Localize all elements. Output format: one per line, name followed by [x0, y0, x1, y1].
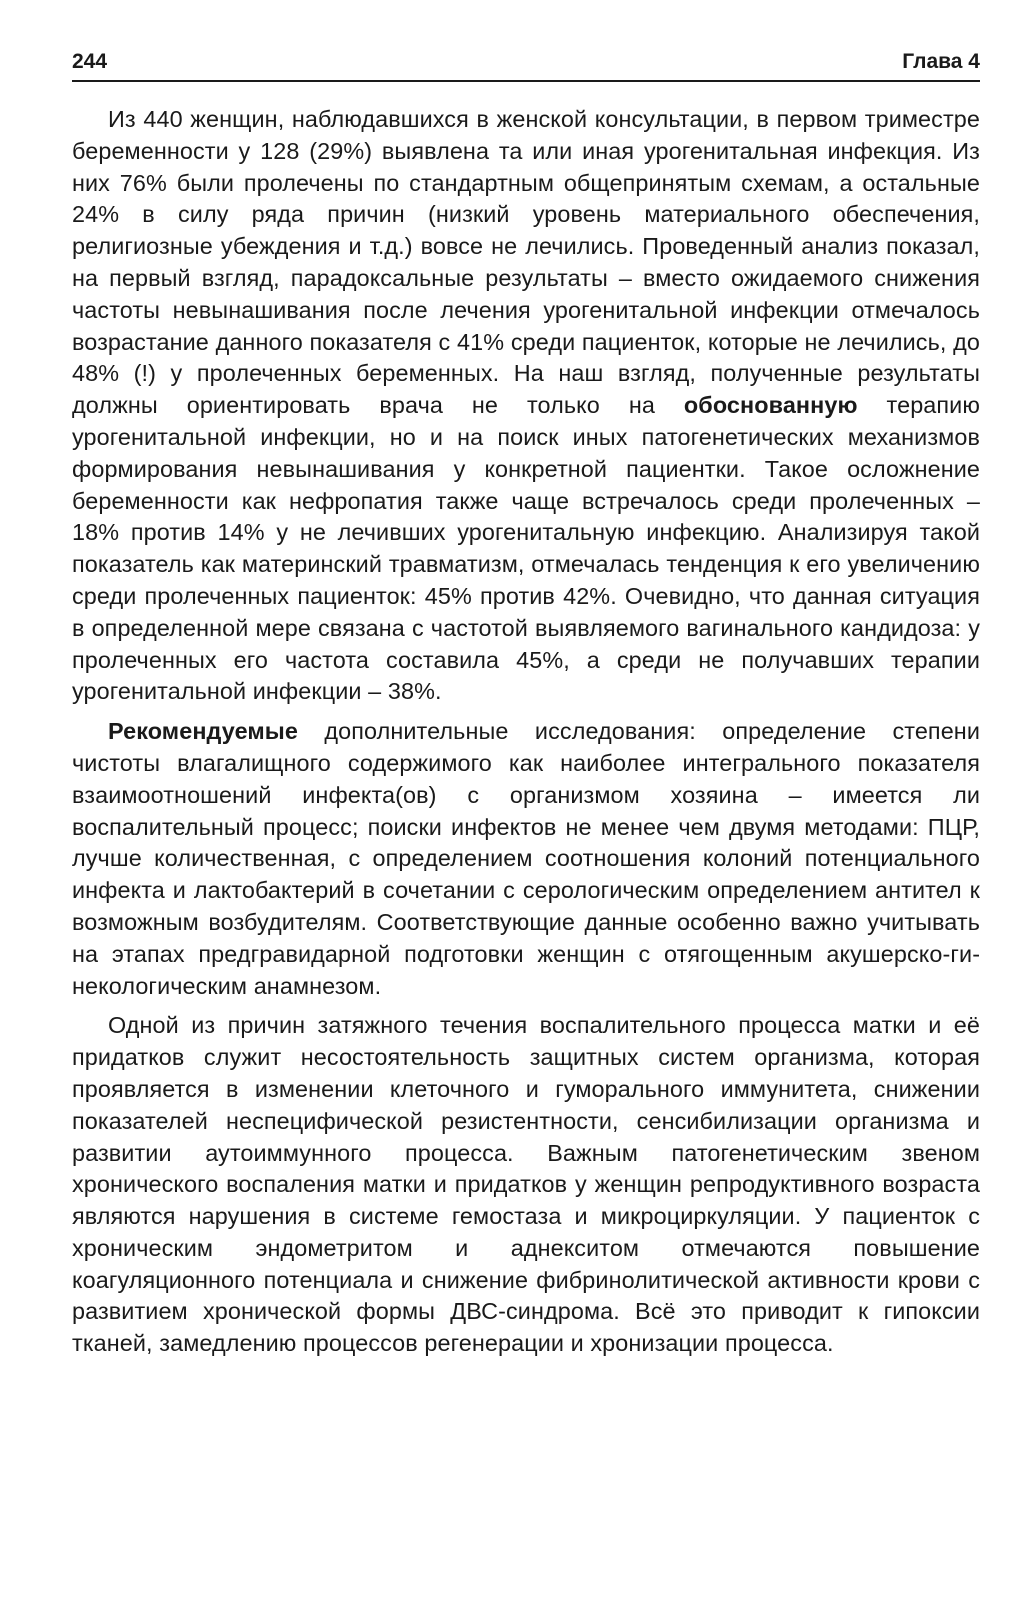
paragraph-recommended-studies	[72, 716, 980, 1002]
paragraph-inflammation-causes	[72, 1010, 980, 1360]
running-header	[72, 50, 980, 82]
emphasis-recommended: Рекомендуемые	[108, 718, 298, 745]
paragraph-text: Из 440 женщин, наблюдавшихся в женской консультации, в первом триместре беременности у 128 (29%) выявлена та или иная урогенитальная инфекция. Из них 76% были пролечены по стандартным общепринятым схемам, а остальные 24% в силу ряда причин (низкий уровень материального обеспечения, религиозные убеждения и т.д.) вовсе не лечились. Проведенный анализ показал, на первый взгляд, парадоксальные результаты – вместо ожидаемого снижения частоты невынашивания после лечения урогенитальной инфекции отмечалось возрастание данного показателя с 41% среди пациенток, которые не лечились, до 48% (!) у пролеченных беременных. На наш взгляд, полученные результаты должны ориентировать врача не только на	[72, 106, 980, 419]
paragraph-text: терапию урогенитальной инфекции, но и на поиск иных патогенетических механизмов формирования невынашивания у конкретной пациентки. Такое осложнение беременности как нефропатия также чаще встречалось среди пролеченных – 18% против 14% у не лечивших урогенитальную инфекцию. Анализируя такой показатель как материнский травматизм, отмечалась тенденция к его увеличению среди пролеченных пациенток: 45% против 42%. Очевидно, что данная ситуация в определенной мере связана с частотой выявляемого вагинального кандидоза: у пролеченных его частота составила 45%, а среди не получавших терапии урогенитальной инфекции – 38%.	[72, 392, 980, 705]
paragraph-text: Одной из причин затяжного течения воспалительного процесса матки и её придатков служит несостоятельность защитных систем организма, которая проявляется в изменении клеточного и гуморального иммунитета, снижении показателей неспецифической резистентности, сенсибилизации организма и развитии аутоиммунного процесса. Важным патогенетическим звеном хронического воспаления матки и придатков у женщин репродуктивного возраста являются нарушения в системе гемостаза и микроциркуляции. У пациенток с хроническим эндометритом и аднекситом отмечаются повышение коагуляционного потенциала и снижение фибринолитической активности крови с развитием хронической формы ДВС-синдрома. Всё это приводит к гипоксии тканей, замедлению процессов регенерации и хронизации процесса.	[72, 1012, 980, 1357]
page-number: 244	[72, 50, 108, 73]
body-text	[72, 104, 980, 1360]
paragraph-text: дополнительные исследования: определение степени чистоты влагалищного содержимого как наиболее интегрального показателя взаимоотношений инфекта(ов) с организмом хозяина – имеется ли воспалительный процесс; поиски инфектов не менее чем двумя методами: ПЦР, лучше количественная, с определением соотношения колоний потенциального инфекта и лактобактерий в сочетании с серологическим определением антител к возможным возбудителям. Соответствующие данные особенно важно учитывать на этапах предгравидарной подготовки женщин с отягощенным акушерско-гинекологическим анамнезом.	[72, 718, 980, 999]
emphasis-justified: обоснованную	[683, 392, 858, 419]
chapter-label: Глава 4	[902, 50, 980, 73]
paragraph-study-results	[72, 104, 980, 708]
